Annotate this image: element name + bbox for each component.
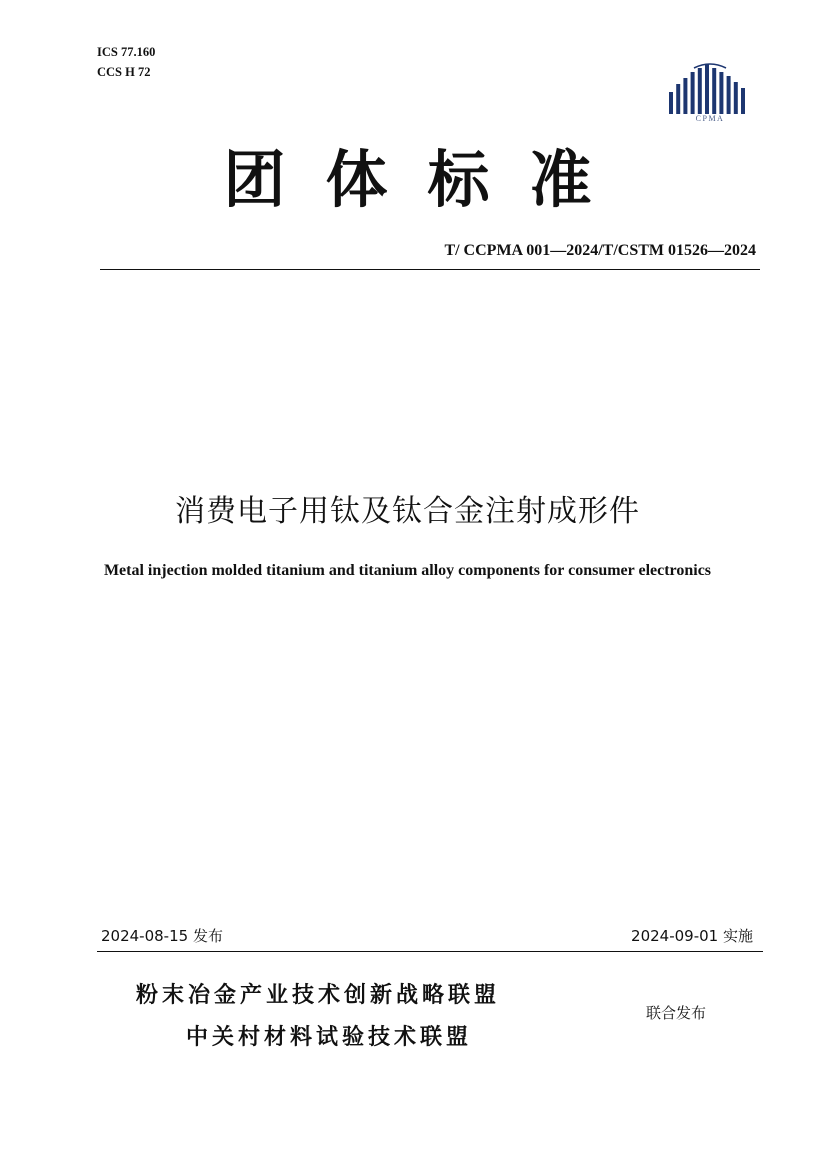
- logo-bar: [727, 76, 731, 114]
- logo-bar: [698, 68, 702, 114]
- logo-bar: [734, 82, 738, 114]
- publish-date: 2024-08-15 发布: [101, 927, 223, 945]
- header-divider: [100, 269, 760, 270]
- logo-bar: [683, 78, 687, 114]
- logo-arc: [694, 64, 726, 68]
- cpma-logo-caption: CPMA: [695, 114, 725, 123]
- standard-number: T/ CCPMA 001—2024/T/CSTM 01526—2024: [444, 242, 756, 259]
- joint-release-label: 联合发布: [646, 1004, 707, 1022]
- implementation-date: 2024-09-01 实施: [631, 927, 753, 945]
- english-title: Metal injection molded titanium and titanium alloy components for consumer electronics: [103, 562, 712, 579]
- logo-bar: [705, 64, 709, 114]
- document-type-title: 团体标准: [223, 143, 632, 216]
- logo-bar: [712, 68, 716, 114]
- issuer-org-1: 粉末冶金产业技术创新战略联盟: [136, 982, 501, 1008]
- logo-bar: [719, 72, 723, 114]
- logo-bar: [741, 88, 745, 114]
- logo-bar: [676, 84, 680, 114]
- logo-bar: [691, 72, 695, 114]
- ics-code: ICS 77.160: [97, 45, 156, 59]
- issuer-org-2: 中关村材料试验技术联盟: [186, 1024, 473, 1050]
- chinese-title: 消费电子用钛及钛合金注射成形件: [175, 494, 640, 529]
- logo-bar: [669, 92, 673, 114]
- footer-divider: [97, 951, 763, 952]
- ccs-code: CCS H 72: [97, 65, 151, 79]
- classification-codes: [97, 42, 155, 82]
